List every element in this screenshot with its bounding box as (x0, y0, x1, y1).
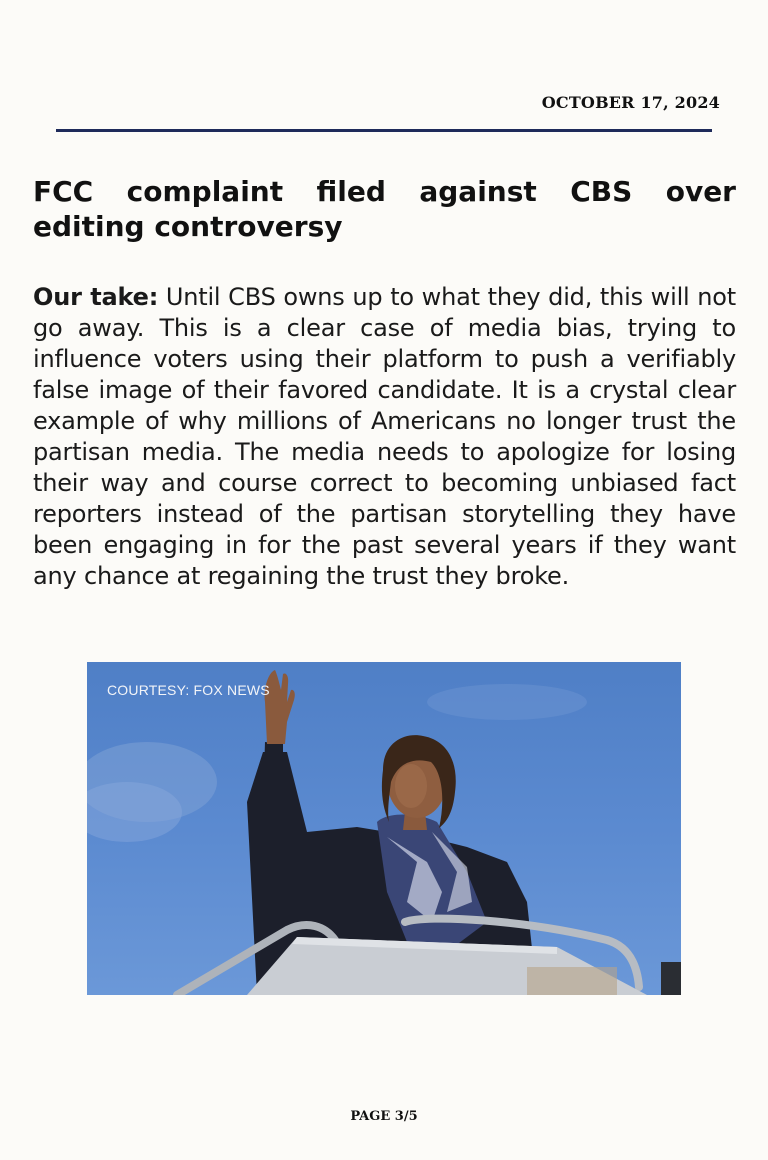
photo-credit: COURTESY: FOX NEWS (107, 682, 270, 698)
article-body (33, 282, 736, 592)
page-number: PAGE 3/5 (350, 1109, 418, 1124)
photo-illustration (87, 662, 681, 995)
header-divider (56, 129, 712, 132)
article-photo (87, 662, 681, 995)
article-body-text: Until CBS owns up to what they did, this will not go away. This is a clear case of media bias, trying to influence voters using their platform to push a verifiably false image of their favored candidate. It is a crystal clear example of why millions of Americans no longer trust the partisan media. The media needs to apologize for losing their way and course correct to becoming unbiased fact reporters instead of the partisan storytelling they have been engaging in for the past several years if they want any chance at regaining the trust they broke. (33, 283, 736, 590)
article-headline: FCC complaint filed against CBS over editing controversy (33, 175, 736, 243)
issue-date: OCTOBER 17, 2024 (541, 93, 720, 112)
our-take-label: Our take: (33, 283, 159, 311)
